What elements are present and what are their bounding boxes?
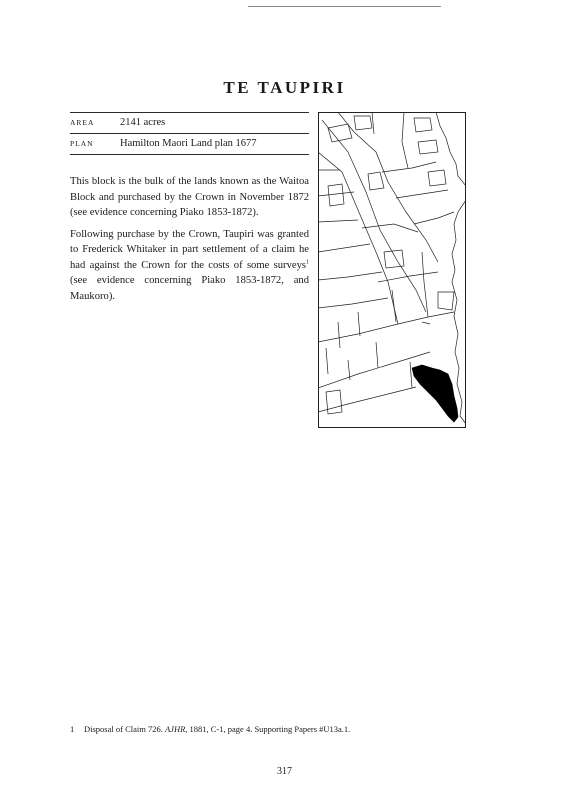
paragraph-2-text: Following purchase by the Crown, Taupiri was granted to Frederick Whitaker in part settlement of a claim he had against the Crown for the costs of some surveys: [70, 228, 309, 271]
footnote-source-italic: AJHR: [164, 724, 186, 734]
area-label: AREA: [70, 118, 95, 127]
footnote-number: 1: [70, 724, 75, 734]
page-title: TE TAUPIRI: [223, 78, 346, 97]
top-rule: [248, 6, 441, 7]
block-meta: [70, 112, 309, 155]
area-row: [70, 113, 309, 133]
plan-row: [70, 134, 309, 154]
body-text: [70, 174, 309, 310]
map-svg: [318, 112, 466, 428]
footnote-text-rest: , 1881, C-1, page 4. Supporting Papers #U13a.1.: [185, 724, 351, 734]
paragraph-1: This block is the bulk of the lands known as the Waitoa Block and purchased by the Crown in November 1872 (see evidence concerning Piako 1853-1872).: [70, 176, 309, 218]
footnote: [70, 724, 490, 734]
footnote-text: Disposal of Claim 726.: [84, 724, 165, 734]
page-number: 317: [277, 766, 292, 777]
location-map: [318, 112, 466, 428]
paragraph-2-continuation: (see evidence concerning Piako 1853-1872, and Maukoro).: [70, 275, 309, 302]
meta-bottom-rule: [70, 154, 309, 155]
paragraph-2: [70, 227, 309, 305]
plan-label: PLAN: [70, 139, 94, 148]
footnote-reference: 1: [306, 258, 309, 265]
area-value: 2141 acres: [120, 117, 166, 128]
plan-value: Hamilton Maori Land plan 1677: [120, 138, 257, 149]
